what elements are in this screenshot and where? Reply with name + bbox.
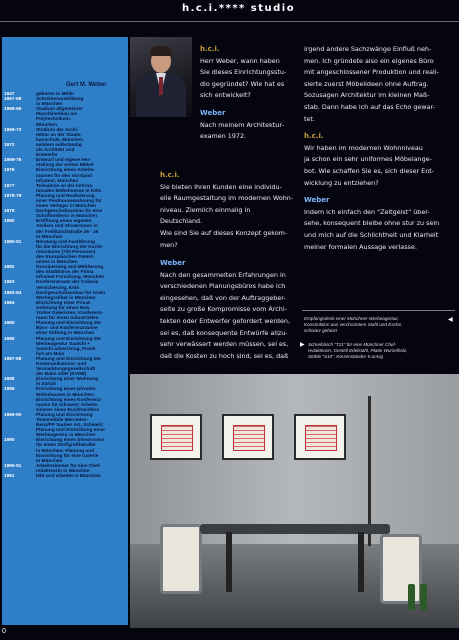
timeline-entry [4, 107, 128, 127]
interviewer-heading: h.c.i. [200, 45, 220, 53]
page-header [0, 0, 459, 22]
bottle [408, 584, 415, 610]
timeline-text: Eröffnung eines eigenen Ateliers und Showrooms in der Freilitzschstraße 26 - 26 in München [36, 219, 99, 240]
answer-text: irgend andere Sachzwänge Einfluß neh- men. Ich gründete also ein eigenes Büro mit angeschlossener Produktion und reali- sierte zuerst Möbelideen ohne Auftrag. Sozusagen Architektur im kleinen Maß- stab. Dann habe ich auf das Echo gewar- tet. [304, 45, 439, 123]
timeline-year: 1985 [4, 321, 15, 327]
answer-text: Nach den gesammelten Erfahrungen in verschiedenen Planungsbüros habe ich eingesehen, daß von der Auftraggeber- seite zu große Kompromisse vom Archi- tekten oder Entwerfer gefordert werden, sei es, daß konsequente Entwürfe allzu- sehr verwässert werden müssen, sei es, daß die Kosten zu hoch sind, sei es, daß [160, 270, 290, 360]
interview-column-lower [160, 258, 294, 362]
timeline-year: 1969-72 [4, 127, 22, 133]
timeline-entry [4, 291, 128, 301]
timeline-text: Beratung und Ausführung für die Einrichtung der Konfe- renzräume (700 Personen) des Europäischen Patent- amtes in München [36, 239, 104, 266]
timeline-text: Planung und Realisierung einer Penthousewohnung für einen Verleger in München [36, 193, 102, 210]
answer-text: Indem ich einfach den "Zeitgeist" über- sehe, konsequent bleibe ohne stur zu sein und mich auf die Schlichtheit und Klarheit meiner formalen Aussage verlasse. [304, 207, 440, 251]
answer-text: Nach meinem Architektur- examen 1972. [200, 120, 284, 141]
timeline-year: 1988 [4, 377, 15, 383]
timeline-text: Entwurf und eigene Her- stellung der ersten Möbel [36, 158, 94, 169]
magazine-section-title: h.c.i.**** studio [182, 3, 296, 14]
timeline-text: Arbeitszimmer für eine Chef- redakteurin in München [36, 463, 101, 474]
caption-divider [302, 310, 455, 311]
question-text: Wir haben im modernen Wohnniveau ja schon ein sehr uniformes Möbelange- bot. Wie schaffen Sie es, sich dieser Ent- wicklung zu entziehen? [304, 143, 435, 187]
timeline-year: 1972 [4, 142, 15, 148]
timeline-entry [4, 377, 128, 387]
timeline-year: 1984 [4, 300, 15, 306]
interview-column-right [304, 44, 454, 253]
timeline-entry [4, 413, 128, 438]
timeline-year: 1987-88 [4, 356, 22, 362]
weber-heading: Weber [160, 259, 186, 267]
timeline-text: Planung und Einrichtung der Kommunikations- und Vermarktungsgesellschaft der Bahn mbH (KVDB) [36, 356, 102, 378]
timeline-entry [4, 143, 128, 158]
page-number: 0 [2, 628, 6, 635]
timeline-entry [4, 194, 128, 209]
bottle [420, 584, 427, 610]
timeline-year: 1990-91 [4, 463, 22, 469]
timeline-entry [4, 337, 128, 357]
timeline-text: geboren in Mölln [36, 92, 74, 97]
timeline-entry [4, 301, 128, 321]
timeline-text: Studium allgemeiner Maschinenbau am Polytechnikum, München [36, 107, 83, 128]
timeline-text: Schreinerausbildung in München [36, 97, 84, 108]
timeline-entry [4, 321, 128, 336]
timeline-entry [4, 464, 128, 474]
timeline-text: Einrichtung eines Showrooms für einen Stoffgroßhändler in München; Planung und Einrichtung für eine Galerie in München [36, 438, 105, 464]
arrow-right-icon: ▶ [300, 341, 305, 348]
interviewer-heading: h.c.i. [304, 132, 324, 141]
timeline-year: 1980-81 [4, 239, 22, 245]
timeline-text: Planung und Einrichtung Teammöbile Mercedes- Benz/PP Sauber AG, Schweiz; Planung und Einrichtung einer Werbeagentur in München [36, 412, 106, 439]
question-text: Herr Weber, wann haben Sie dieses Einrichtungsstu- dio gegründet? Wie hat es sich entwickelt? [200, 56, 287, 100]
timeline-entry [4, 387, 128, 412]
wall-art-frame [222, 414, 274, 460]
timeline-text: Konzipierung und Möblierung des Stadtbüros der Firma Infratest Forschung, München [36, 265, 105, 281]
timeline-entry [4, 168, 128, 183]
timeline-year: 1978-79 [4, 193, 22, 199]
interior-photo [130, 374, 459, 628]
biography-timeline [2, 37, 128, 625]
timeline-entry [4, 474, 128, 479]
timeline-year: 1983-84 [4, 290, 22, 296]
wall-art-frame [294, 414, 346, 460]
interviewer-heading: h.c.i. [160, 171, 180, 179]
architect-name: Gert M. Weber [66, 82, 107, 88]
timeline-text: Teilnahme an der Interna- tionalen Möbelmesse in Köln [36, 183, 102, 194]
timeline-entry [4, 97, 128, 107]
timeline-entry [4, 158, 128, 168]
timeline-text: Dachgeschoßausbau für einen Werbegrafiker in München [36, 290, 106, 301]
timeline-year: 1989-90 [4, 412, 22, 418]
timeline-entry [4, 357, 128, 377]
timeline-year: 1977 [4, 183, 15, 189]
timeline-entry [4, 209, 128, 219]
timeline-text: Einrichtung eines Arbeits- raumes für den Vorstand Infratest, München [36, 168, 95, 184]
timeline-year: 1967-68 [4, 97, 22, 103]
timeline-year: 1968-69 [4, 107, 22, 113]
timeline-text: Studium der Archi- tektur an der Staats- bauschule, München [36, 127, 83, 143]
timeline-text: Konferenzraum der Colonia Versicherung, Köln [36, 280, 99, 291]
timeline-list [4, 92, 128, 479]
timeline-year: 1986 [4, 336, 15, 342]
timeline-year: 1969-76 [4, 158, 22, 164]
timeline-entry [4, 184, 128, 194]
interview-column-top [200, 44, 296, 143]
timeline-entry [4, 219, 128, 239]
weber-heading: Weber [304, 196, 330, 205]
timeline-year: 1947 [4, 92, 15, 97]
timeline-text: Dachgeschoßausbau für eine Schriftstellerin in München [36, 209, 103, 220]
timeline-text: Planung und Einrichtung der Büro- und Konferenzräume einer Stiftung in München [36, 321, 102, 337]
timeline-text: lebt und arbeitet in München [36, 474, 101, 480]
timeline-year: 1982 [4, 265, 15, 271]
timeline-year: 1976 [4, 168, 15, 174]
timeline-year: 1979 [4, 209, 15, 215]
timeline-year: 1983 [4, 280, 15, 286]
timeline-text: Einrichtung einer Privat- wohnung für einen New Yorker Galeristen; Konferenz- raum für einen Industriellen [36, 300, 103, 322]
chair [160, 524, 202, 594]
arrow-left-icon: ◀ [448, 316, 453, 323]
interview-column-middle [160, 170, 294, 251]
timeline-text: seitdem selbständig als Architekt und Entwerfer [36, 142, 82, 159]
timeline-text: Einrichtung einer Wohnung in Zürich [36, 377, 99, 388]
timeline-entry [4, 438, 128, 463]
timeline-year: 1990 [4, 438, 15, 444]
timeline-text: Planung und Einrichtung der Werbeagentur Saatchi + Saatchi advertising, Frank- furt am Main [36, 336, 102, 357]
chair [380, 534, 422, 604]
timeline-entry [4, 240, 128, 265]
timeline-text: Einrichtung eines privaten Wohnhauses in München; Einrichtung eines Konferenz- raums für Infratest; Arbeits- zimmer eines Buchhändlers [36, 387, 102, 413]
timeline-year: 1991 [4, 474, 15, 480]
timeline-year: 1980 [4, 219, 15, 225]
photo-caption-reception: Empfangsdesk einer Münchner Werbeagentur, Konstruktion aus verchromtem Stahl und Esche, schwarz gebeizt [304, 316, 403, 333]
timeline-entry [4, 280, 128, 290]
question-text: Sie bieten Ihren Kunden eine individu- elle Raumgestaltung im modernen Wohn- niveau. Ziemlich einmalig in Deutschland. Wie sind Sie auf dieses Konzept gekom- men? [160, 182, 294, 249]
wall-art-frame [150, 414, 202, 460]
timeline-entry [4, 265, 128, 280]
weber-heading: Weber [200, 108, 226, 117]
portrait-photo [130, 37, 192, 117]
timeline-year: 1989 [4, 387, 15, 393]
photo-caption-desk: Schreibtisch "T21" für eine Münchner Chef- redakteurin, Gestell Edelstahl, Platte Wurzelholz, Stühle "S10", Kerzenständer 5-armig [308, 342, 408, 359]
timeline-entry [4, 128, 128, 143]
